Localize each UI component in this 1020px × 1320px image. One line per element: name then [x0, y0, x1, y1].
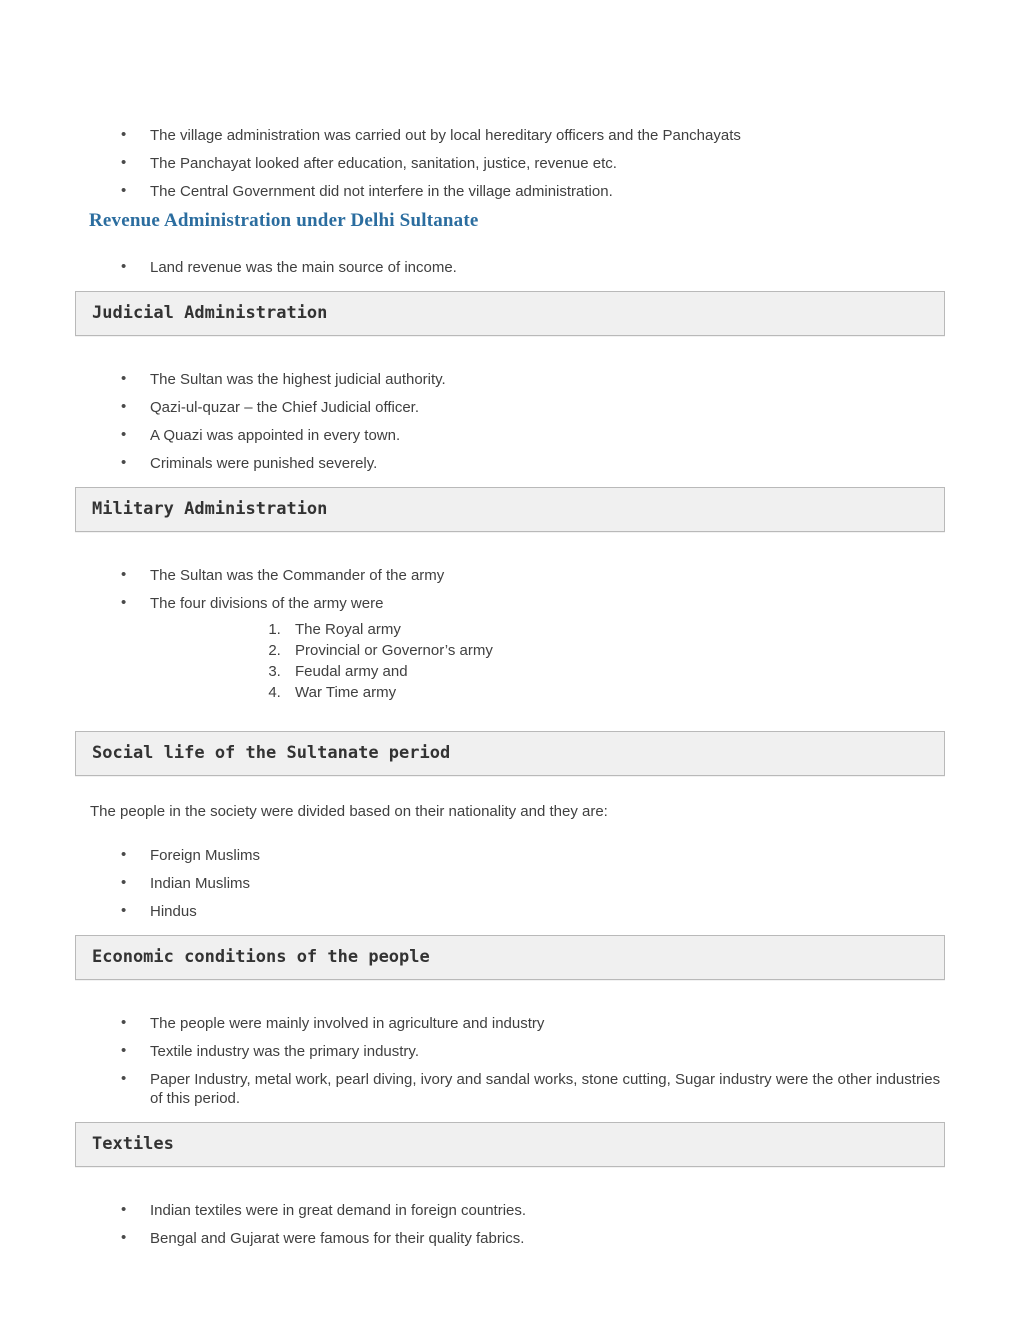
bullet-item: • Qazi-ul-quzar – the Chief Judicial officer.	[75, 398, 945, 417]
bullet-item: • Paper Industry, metal work, pearl diving, ivory and sandal works, stone cutting, Sugar industry were the other industries of this period.	[75, 1070, 945, 1108]
bullet-item: • The Sultan was the Commander of the army	[75, 566, 945, 585]
bullet-item: • The village administration was carried out by local hereditary officers and the Panchayats	[75, 126, 945, 145]
numbered-item: 4. War Time army	[285, 683, 945, 703]
bullet-item: • Bengal and Gujarat were famous for their quality fabrics.	[75, 1229, 945, 1248]
section-title: Military Administration	[92, 499, 328, 519]
bullet-item: • The Central Government did not interfere in the village administration.	[75, 182, 945, 201]
bullet-item: • Foreign Muslims	[75, 846, 945, 865]
section-header-textiles	[75, 1122, 945, 1167]
revenue-administration-heading: Revenue Administration under Delhi Sultanate	[89, 210, 479, 231]
economic-list	[75, 1014, 945, 1108]
judicial-list	[75, 370, 945, 473]
section-header-social	[75, 731, 945, 776]
social-intro-paragraph: The people in the society were divided based on their nationality and they are:	[90, 803, 608, 820]
military-list	[75, 566, 945, 613]
section-header-economic	[75, 935, 945, 980]
bullet-item: • The Sultan was the highest judicial authority.	[75, 370, 945, 389]
social-list	[75, 846, 945, 921]
textiles-list	[75, 1201, 945, 1248]
section-header-military	[75, 487, 945, 532]
bullet-item: • Land revenue was the main source of income.	[75, 258, 945, 277]
numbered-item: 1. The Royal army	[285, 620, 945, 640]
bullet-item: • The Panchayat looked after education, sanitation, justice, revenue etc.	[75, 154, 945, 173]
numbered-item: 2. Provincial or Governor’s army	[285, 641, 945, 661]
revenue-list	[75, 258, 945, 277]
bullet-item: • Indian Muslims	[75, 874, 945, 893]
bullet-item: • The four divisions of the army were	[75, 594, 945, 613]
section-header-judicial	[75, 291, 945, 336]
numbered-item: 3. Feudal army and	[285, 662, 945, 682]
section-title: Social life of the Sultanate period	[92, 743, 451, 763]
bullet-item: • Indian textiles were in great demand in foreign countries.	[75, 1201, 945, 1220]
section-title: Economic conditions of the people	[92, 947, 430, 967]
bullet-item: • Criminals were punished severely.	[75, 454, 945, 473]
bullet-item: • The people were mainly involved in agriculture and industry	[75, 1014, 945, 1033]
bullet-item: • A Quazi was appointed in every town.	[75, 426, 945, 445]
section-title: Textiles	[92, 1134, 174, 1154]
bullet-item: • Hindus	[75, 902, 945, 921]
section-title: Judicial Administration	[92, 303, 328, 323]
bullet-item: • Textile industry was the primary industry.	[75, 1042, 945, 1061]
army-divisions-list	[75, 620, 945, 703]
village-admin-list	[75, 126, 945, 201]
